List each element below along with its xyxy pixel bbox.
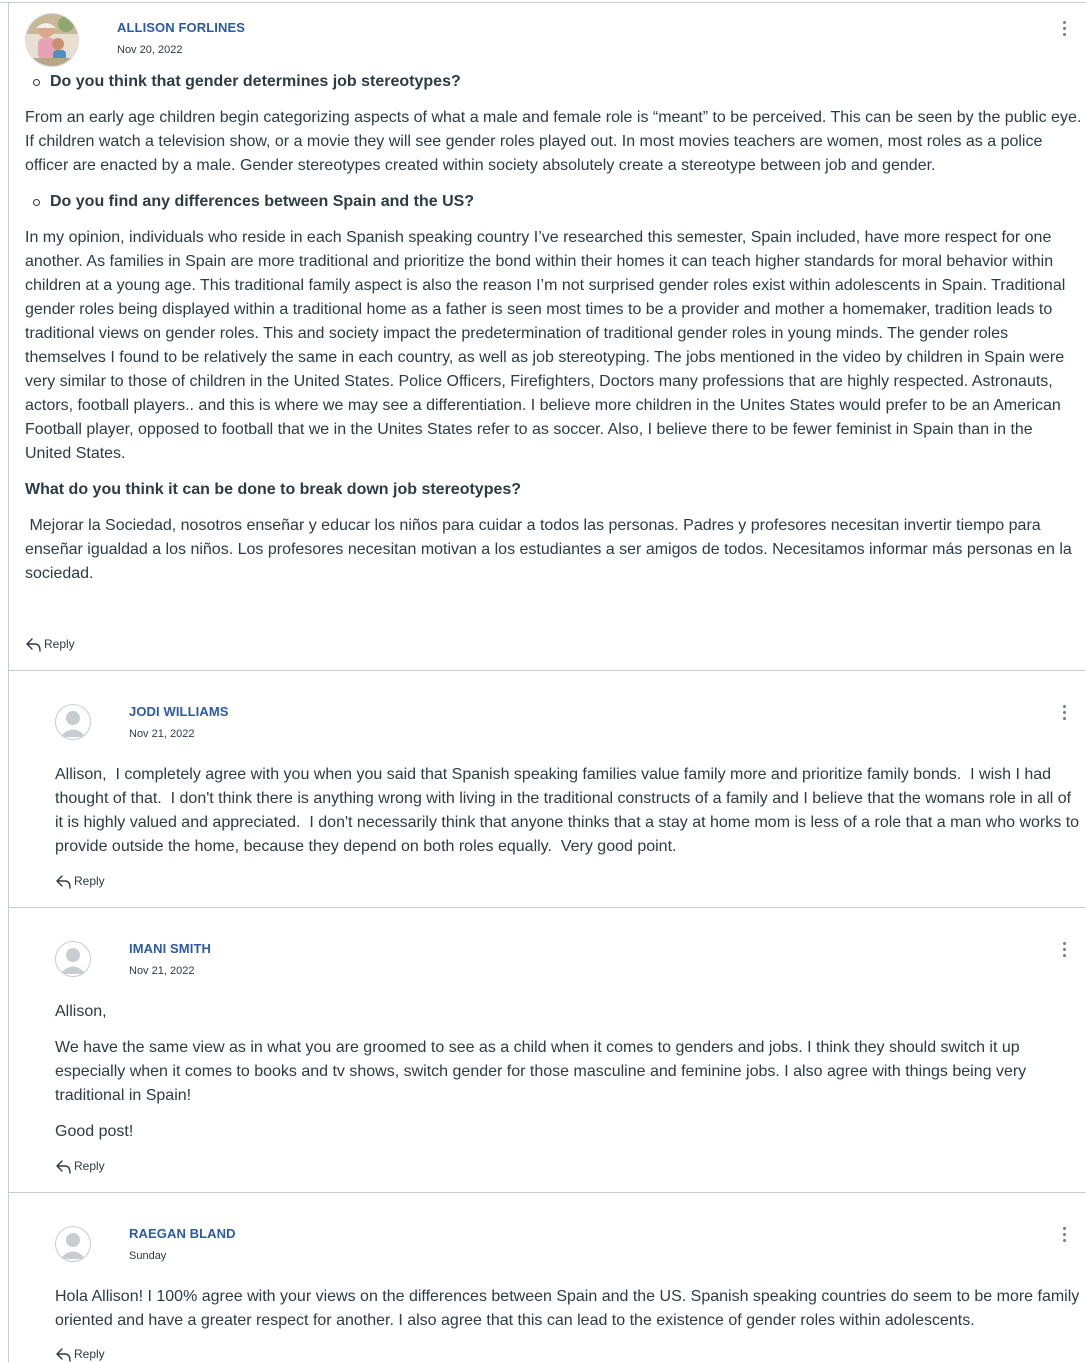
post-paragraph: In my opinion, individuals who reside in each Spanish speaking country I’ve researched this semester, Spain included, have more respect for one another. As families in Spain are more traditional and prioritize the bond within their homes it can teach higher standards for moral behavior within children at a young age. This traditional family aspect is also the reason I’m not surprised gender roles exist within adolescents in Spain. Traditional gender roles being displayed within a traditional home as a father is seen most times to be a provider and mother a homemaker, tradition leads to traditional views on gender roles. This and society impact the predetermination of traditional gender roles in young minds. The gender roles themselves I found to be relatively the same in each country, as well as job stereotyping. The jobs mentioned in the video by children in Spain were very similar to those of children in the United States. Police Officers, Firefighters, Doctors many professions that are highly respected. Astronauts, actors, football players.. and this is where we may see a differentiation. I believe more children in the Unites States would prefer to be an American Football player, opposed to football that we in the Unites States refer to as soccer. Also, I believe there to be fewer feminist in Spain than in the United States. <box>25 229 1066 462</box>
author-avatar[interactable] <box>55 1226 91 1262</box>
user-silhouette-icon <box>56 942 90 976</box>
reply-arrow-icon <box>55 1346 73 1362</box>
reply-arrow-icon <box>25 636 43 652</box>
post-paragraph: From an early age children begin categorizing aspects of what a male and female role is “meant” to be perceived. This can be seen by the public eye. If children watch a television show, or a movie they will see gender roles played out. In most movies teachers are women, most roles as a police officer are enacted by a male. Gender stereotypes created within society absolutely create a stereotype between job and gender. <box>25 109 1082 174</box>
divider <box>8 907 1086 908</box>
reply-greeting: Allison, <box>55 1003 107 1020</box>
divider <box>8 670 1086 671</box>
author-name[interactable]: JODI WILLIAMS <box>129 704 229 719</box>
reply-label: Reply <box>44 637 75 651</box>
reply-arrow-icon <box>55 873 73 889</box>
reply-label: Reply <box>74 874 105 888</box>
user-silhouette-icon <box>56 1227 90 1261</box>
author-avatar[interactable] <box>55 941 91 977</box>
post-paragraph: Mejorar la Sociedad, nosotros enseñar y educar los niños para cuidar a todos las personas. Padres y profesores necesitan invertir tiempo para enseñar igualdad a los niños. Los profesores necesitan motivan a los estudiantes a ser amigos de todos. Necesitamos informar más personas en la sociedad. <box>25 517 1077 582</box>
post-date: Nov 21, 2022 <box>129 728 195 740</box>
options-menu-icon[interactable] <box>1062 1227 1066 1242</box>
bullet-icon <box>33 199 40 206</box>
question-heading: Do you think that gender determines job stereotypes? <box>50 73 461 90</box>
reply-arrow-icon <box>55 1158 73 1174</box>
post-date: Nov 21, 2022 <box>129 965 195 977</box>
reply-button[interactable] <box>55 1346 105 1362</box>
options-menu-icon[interactable] <box>1062 942 1066 957</box>
author-name[interactable]: ALLISON FORLINES <box>117 20 245 35</box>
options-menu-icon[interactable] <box>1062 21 1066 36</box>
author-avatar[interactable] <box>55 704 91 740</box>
post-date: Nov 20, 2022 <box>117 44 183 56</box>
author-avatar[interactable] <box>25 13 79 67</box>
reply-body: Hola Allison! I 100% agree with your views on the differences between Spain and the US. Spanish speaking countries do seem to be more family oriented and have a greater respect for another. I also agree that this can lead to the existence of gender roles within adolescents. <box>55 1288 1080 1329</box>
reply-body: We have the same view as in what you are groomed to see as a child when it comes to genders and jobs. I think they should switch it up especially when it comes to books and tv shows, switch gender for those masculine and feminine jobs. I also agree with things being very traditional in Spain! <box>55 1039 1027 1104</box>
user-silhouette-icon <box>56 705 90 739</box>
reply-button[interactable] <box>25 636 75 652</box>
question-heading: Do you find any differences between Spain and the US? <box>50 193 475 210</box>
reply-body: Allison, I completely agree with you when you said that Spanish speaking families value family more and prioritize family bonds. I wish I had thought of that. I don't think there is anything wrong with living in the traditional constructs of a family and I believe that the womans role in all of it is highly valued and appreciated. I don't necessarily think that anyone thinks that a stay at home mom is less of a role that a man who works to provide outside the home, because they depend on both roles equally. Very good point. <box>55 766 1084 855</box>
avatar-photo <box>26 14 78 66</box>
post-date: Sunday <box>129 1250 167 1262</box>
bullet-icon <box>33 79 40 86</box>
author-name[interactable]: RAEGAN BLAND <box>129 1226 236 1241</box>
reply-closing: Good post! <box>55 1123 134 1140</box>
options-menu-icon[interactable] <box>1062 705 1066 720</box>
author-name[interactable]: IMANI SMITH <box>129 941 211 956</box>
divider <box>8 1192 1086 1193</box>
reply-label: Reply <box>74 1347 105 1361</box>
question-heading: What do you think it can be done to break down job stereotypes? <box>25 481 522 498</box>
reply-label: Reply <box>74 1159 105 1173</box>
reply-button[interactable] <box>55 1158 105 1174</box>
reply-button[interactable] <box>55 873 105 889</box>
